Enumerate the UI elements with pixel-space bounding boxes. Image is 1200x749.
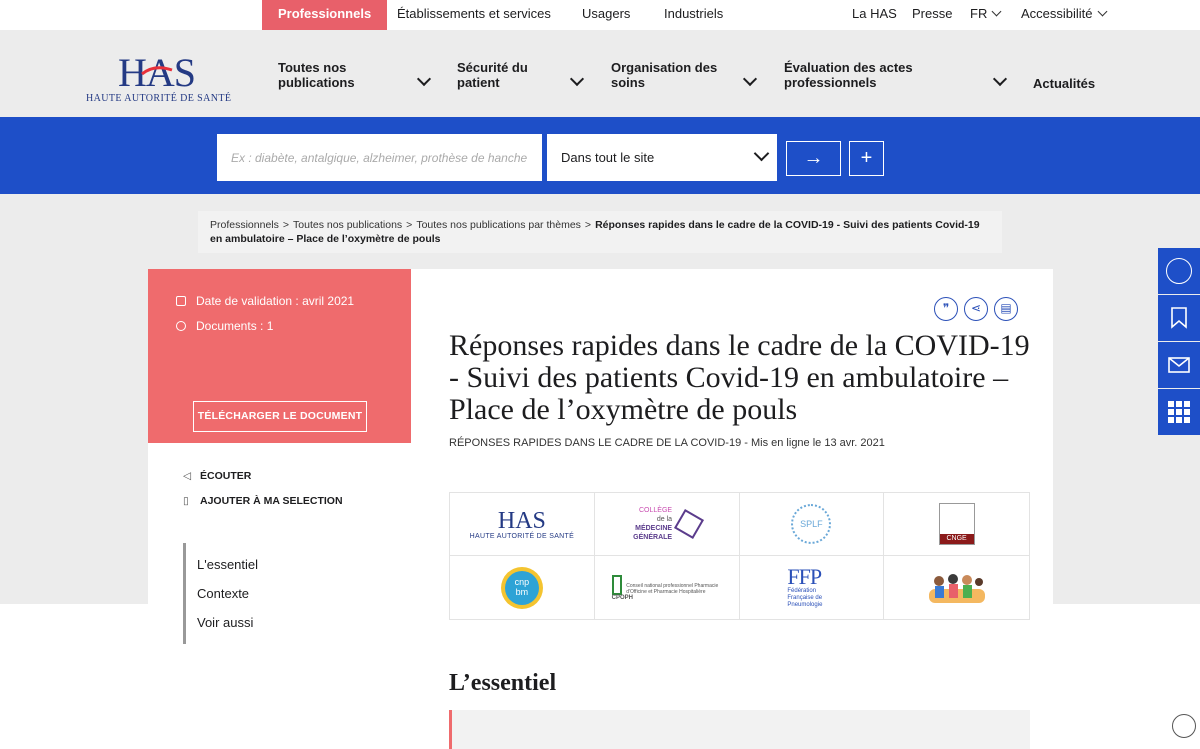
chevron-down-icon[interactable] [417,72,431,86]
language-label: FR [970,6,988,21]
download-document-button[interactable]: TÉLÉCHARGER LE DOCUMENT [193,401,367,432]
main-header [0,30,1200,117]
breadcrumb-item[interactable]: Toutes nos publications [293,219,403,231]
side-panel [148,443,411,604]
essentiel-box [449,710,1030,749]
share-button[interactable] [964,297,988,321]
partner-logo-cpoph [595,556,740,619]
nav-actualites[interactable]: Actualités [1033,76,1096,91]
patients-illustration [925,569,989,607]
nav-securite-patient[interactable]: Sécurité du patient [457,60,528,90]
newsletter-button[interactable] [1158,342,1200,388]
print-icon: ▤ [1000,301,1012,315]
listen-button[interactable] [183,470,251,482]
quote-button[interactable] [934,297,958,321]
language-selector[interactable] [970,0,1000,30]
accessibility-menu[interactable] [1021,0,1106,30]
breadcrumb-item[interactable]: Toutes nos publications par thèmes [416,219,581,231]
partner-logo-ffp [740,556,885,619]
nav-organisation-soins[interactable]: Organisation des soins [611,60,718,90]
print-button[interactable] [994,297,1018,321]
partner-logo-has [450,493,595,556]
ffp-full-name: Fédération Française de Pneumologie [787,588,823,608]
partner-logos [449,492,1030,620]
tab-professionnels[interactable]: Professionnels [262,0,387,30]
chevron-down-icon[interactable] [743,72,757,86]
cmg-generale: GÉNÉRALE [633,534,673,541]
breadcrumb-item[interactable]: Professionnels [210,219,279,231]
validation-date [176,294,354,308]
cpoph-building-icon [612,575,623,595]
partner-logo-splf [740,493,885,556]
nav-toutes-publications[interactable]: Toutes nos publications [278,60,355,90]
cpoph-full-name: Conseil national professionnel Pharmacie d'Officine et Pharmacie Hospitalière [626,582,719,595]
article-subline: RÉPONSES RAPIDES DANS LE CADRE DE LA COVID-19 - Mis en ligne le 13 avr. 2021 [449,437,885,449]
cnpbm-top: cnp [514,576,530,587]
breadcrumb [198,211,1002,253]
mail-icon [1168,357,1190,373]
section-heading-essentiel: L’essentiel [449,670,557,696]
has-logo-mark [86,44,216,92]
bookmark-icon: ▯ [183,495,189,507]
search-input[interactable] [217,134,542,181]
chevron-down-icon[interactable] [993,72,1007,86]
add-selection-label: AJOUTER À MA SELECTION [200,495,343,507]
cmg-medecine: MÉDECINE [635,525,673,532]
chevron-down-icon [1097,7,1107,17]
nav-evaluation-actes[interactable]: Évaluation des actes professionnels [784,60,913,90]
apps-button[interactable] [1158,389,1200,435]
partner-has-mark: HAS [497,507,546,534]
link-presse[interactable]: Presse [912,6,953,21]
cnpbm-bottom: bm [515,586,529,597]
document-icon [176,321,186,331]
breadcrumb-current: Réponses rapides dans le cadre de la COVID-19 - Suivi des patients Covid-19 en ambulatoire – Place de l’oxymètre de pouls [210,219,980,245]
toc-item-essentiel[interactable]: L'essentiel [197,557,259,572]
share-icon: ⋖ [970,301,982,315]
listen-label: ÉCOUTER [200,470,252,482]
advanced-search-button[interactable] [849,141,884,176]
has-logo[interactable] [86,44,232,104]
user-icon [1166,258,1192,284]
breadcrumb-separator: > [406,219,413,231]
speaker-icon: ◁ [183,470,192,482]
cpoph-label: CPOPH [611,594,633,601]
tab-etablissements[interactable]: Établissements et services [397,6,551,21]
page-title: Réponses rapides dans le cadre de la COVID-19 - Suivi des patients Covid-19 en ambulatoire – Place de l’oxymètre de pouls [449,329,1030,426]
partner-logo-cnge [884,493,1029,556]
arrow-right-icon: → [803,147,824,169]
chevron-down-icon [754,146,770,162]
documents-count [176,319,273,333]
toc-item-contexte[interactable]: Contexte [197,586,250,601]
cmg-de-la: de la [656,516,673,523]
grid-icon [1167,400,1191,424]
document-info-card [148,269,411,443]
cmg-hexagon-icon [674,509,704,539]
partner-logo-cmg [595,493,740,556]
account-button[interactable] [1158,248,1200,294]
search-band [0,117,1200,194]
toc-rail [183,543,186,644]
toc-item-voir-aussi[interactable]: Voir aussi [197,615,254,630]
saved-selection-button[interactable] [1158,295,1200,341]
cnge-label: CNGE [940,534,974,544]
tab-industriels[interactable]: Industriels [664,6,724,21]
accessibility-label: Accessibilité [1021,6,1093,21]
logo-subtitle: HAUTE AUTORITÉ DE SANTÉ [86,93,232,104]
breadcrumb-separator: > [282,219,290,231]
documents-count-text: Documents : 1 [196,319,274,333]
calendar-icon [176,296,186,306]
validation-date-text: Date de validation : avril 2021 [196,294,355,308]
link-la-has[interactable]: La HAS [852,6,897,21]
cookie-settings-icon[interactable] [1172,714,1196,738]
partner-logo-cnpbm [450,556,595,619]
chevron-down-icon [992,7,1002,17]
bookmark-icon [1170,307,1188,329]
search-scope-label: Dans tout le site [561,150,655,165]
cmg-college: COLLÈGE [639,507,673,514]
search-scope-select[interactable] [547,134,777,181]
quote-icon: ❞ [942,301,950,315]
ffp-mark: FFP [787,564,822,589]
partner-logo-patients [884,556,1029,619]
breadcrumb-separator: > [584,219,592,231]
splf-mark: SPLF [791,504,831,544]
top-bar [0,0,1200,30]
add-to-selection-button[interactable] [183,495,343,507]
logo-wordmark: HAS [118,50,196,92]
partner-has-subtitle: HAUTE AUTORITÉ DE SANTÉ [469,532,575,540]
tab-usagers[interactable]: Usagers [582,6,631,21]
plus-icon: + [860,147,873,169]
chevron-down-icon[interactable] [570,72,584,86]
search-submit-button[interactable] [786,141,841,176]
